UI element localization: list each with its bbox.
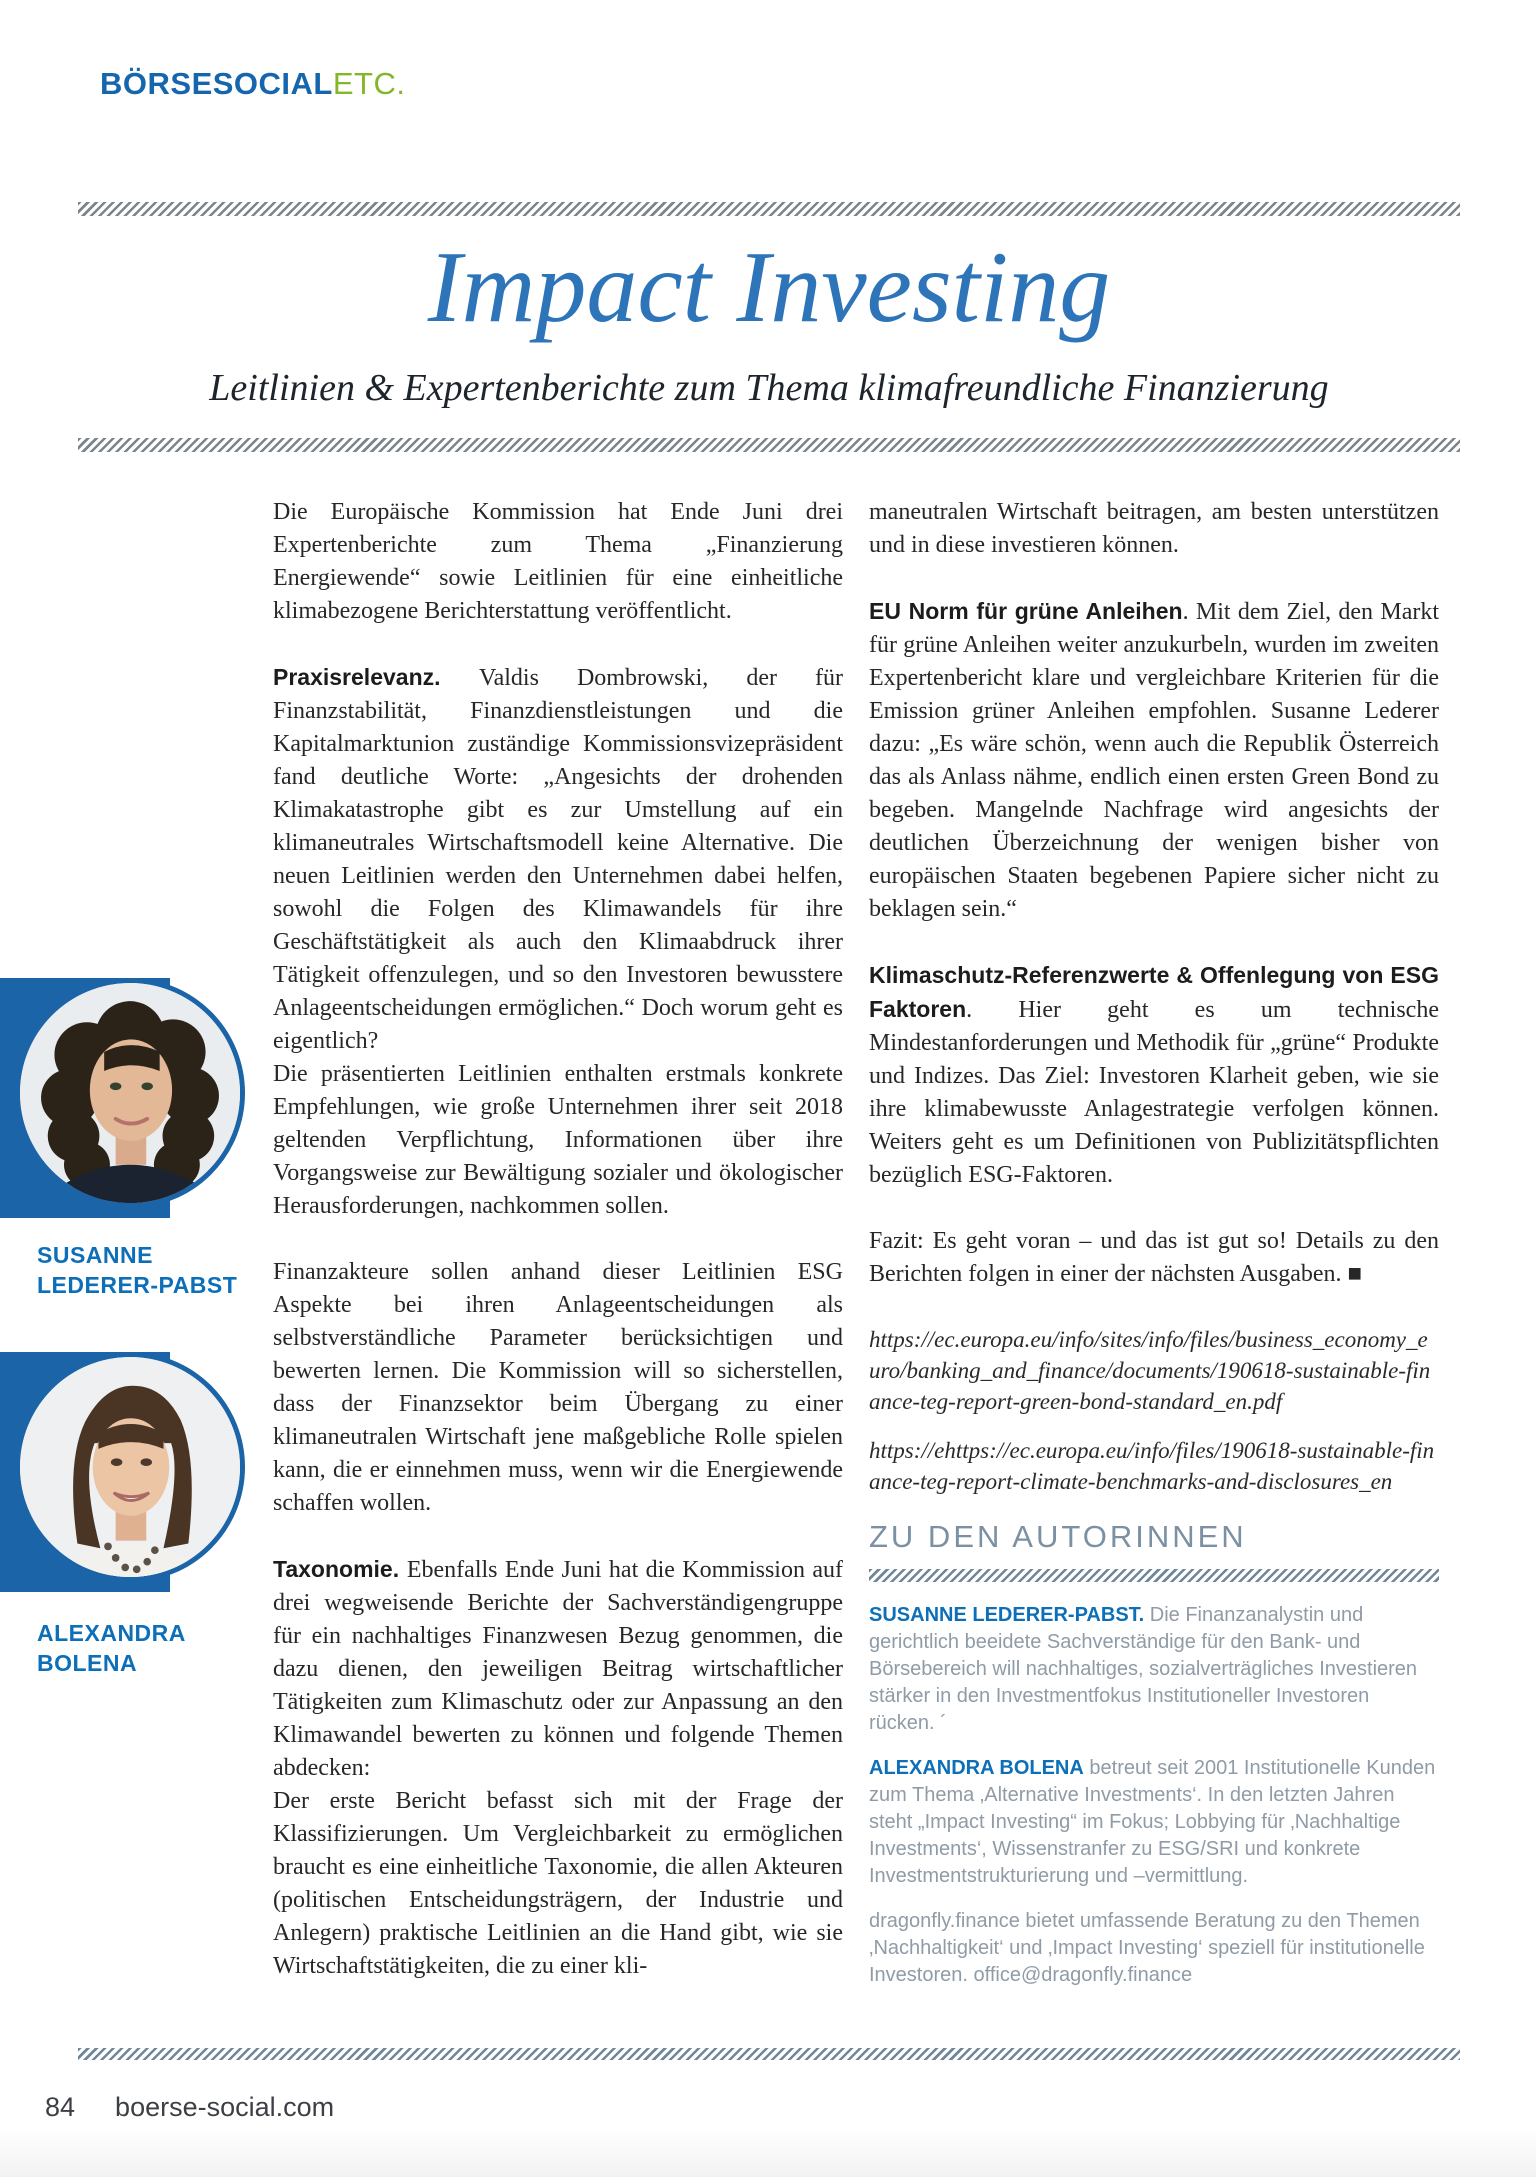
hatch-divider-footer	[78, 2048, 1460, 2060]
author-name-line: ALEXANDRA	[37, 1620, 186, 1646]
article-body	[273, 496, 1439, 2007]
hatch-divider-top	[78, 202, 1460, 216]
paragraph-text: Der erste Bericht befasst sich mit der Frage der Klassifizierungen. Um Vergleichbarkeit zu ermöglichen braucht es eine einheitliche Taxonomie, die allen Akteuren (politischen Entscheidungsträgern, der Industrie und Anlegern) praktische Leitlinien an die Hand gibt, wie sie Wirtschaftstätigkeiten, die zu einer kli-	[273, 1788, 843, 1979]
paragraph	[273, 1058, 843, 1223]
paragraph	[273, 1785, 843, 1983]
brand-primary: BÖRSESOCIAL	[100, 66, 333, 101]
paragraph-text: . Hier geht es um technische Mindestanforderungen und Methodik für „grüne“ Produkte und Indizes. Das Ziel: Investoren Klarheit geben, wie sie ihre klimabewusste Anlagestrategie verfolgen können. Weiters geht es um Definitionen von Publizitätspflichten bezüglich ESG-Faktoren.	[869, 997, 1439, 1188]
paragraph	[273, 1553, 843, 1785]
paragraph-text: Ebenfalls Ende Juni hat die Kommission auf drei wegweisende Berichte der Sachverständigengruppe für ein nachhaltiges Finanzwesen Bezug genommen, die dazu dienen, den jeweiligen Beitrag wirtschaftlicher Tätigkeiten zum Klimaschutz oder zur Anpassung an den Klimawandel bewerten zu können und folgende Themen abdecken:	[273, 1557, 843, 1781]
author-bios	[869, 1602, 1439, 1890]
author-name-alexandra	[37, 1618, 186, 1678]
paragraph-text: Fazit: Es geht voran – und das ist gut so! Details zu den Berichten folgen in einer der nächsten Ausgaben. ■	[869, 1228, 1439, 1287]
author-bio-text: Die Finanzanalystin und gerichtlich beeidete Sachverständige für den Bank- und Börsebereich will nachhaltiges, sozialverträgliches Investieren stärker in den Investmentfokus Institutioneller Investoren rücken. ´	[869, 1604, 1418, 1734]
author-name-line: SUSANNE	[37, 1242, 153, 1268]
article-column-right	[869, 496, 1439, 2007]
author-bio	[869, 1602, 1439, 1737]
article-column-left	[273, 496, 843, 1983]
paragraph	[869, 959, 1439, 1192]
paragraph	[869, 1225, 1439, 1291]
hatch-divider-subtitle	[78, 438, 1460, 452]
author-name-line: BOLENA	[37, 1650, 138, 1676]
author-bio-name: ALEXANDRA BOLENA	[869, 1757, 1084, 1779]
paragraph-lead: Praxisrelevanz.	[273, 664, 479, 690]
portrait-photo-alexandra	[15, 1352, 245, 1582]
paragraph-lead: Klimaschutz-Referenzwerte & Offenlegung von ESG Faktoren	[869, 962, 1439, 1022]
paragraph	[869, 595, 1439, 926]
paragraph-text: Valdis Dombrowski, der für Finanzstabilität, Finanzdienstleistungen und die Kapitalmarktunion zuständige Kommissionsvizepräsident fand deutliche Worte: „Angesichts der drohenden Klimakatastrophe gibt es zur Umstellung auf ein klimaneutrales Wirtschaftsmodell keine Alternative. Die neuen Leitlinien werden den Unternehmen dabei helfen, sowohl die Folgen des Klimawandels für ihre Geschäftstätigkeit als auch den Klimaabdruck ihrer Tätigkeit offenzulegen, und so den Investoren bewusstere Anlageentscheidungen ermöglichen.“ Doch worum geht es eigentlich?	[273, 665, 843, 1054]
paragraph	[273, 496, 843, 628]
paragraph-text: Die Europäische Kommission hat Ende Juni drei Expertenberichte zum Thema „Finanzierung Energiewende“ sowie Leitlinien für eine einheitliche klimabezogene Berichterstattung veröffentlicht.	[273, 499, 843, 624]
paragraph-text: Finanzakteure sollen anhand dieser Leitlinien ESG Aspekte bei ihren Anlageentscheidungen als selbstverständliche Parameter berücksichtigen und bewerten lernen. Die Kommission will so sicherstellen, dass der Finanzsektor beim Übergang zu einer klimaneutralen Wirtschaft jene maßgebliche Rolle spielen kann, die er einnehmen muss, wenn wir die Energiewende schaffen wollen.	[273, 1259, 843, 1516]
paragraph-text: maneutralen Wirtschaft beitragen, am besten unterstützen und in diese investieren können.	[869, 499, 1439, 558]
paragraph-lead: Taxonomie.	[273, 1556, 407, 1582]
paragraph	[273, 1256, 843, 1520]
author-bio-text: betreut seit 2001 Institutionelle Kunden zum Thema ‚Alternative Investments‘. In den letzten Jahren steht „Impact Investing“ im Fokus; Lobbying für ‚Nachhaltige Investments‘, Wissenstranfer zu ESG/SRI und konkrete Investmentstrukturierung und –vermittlung.	[869, 1757, 1436, 1887]
article-links	[869, 1324, 1439, 1497]
author-name-line: LEDERER-PABST	[37, 1272, 238, 1298]
page-title: Impact Investing	[427, 231, 1111, 344]
article-link: https://ehttps://ec.europa.eu/info/files/190618-sustainable-finance-teg-report-climate-benchmarks-and-disclosures_en	[869, 1438, 1435, 1494]
paragraph	[869, 496, 1439, 562]
brand-secondary: ETC.	[332, 66, 406, 101]
page-footer	[45, 2092, 334, 2123]
paragraph-text: . Mit dem Ziel, den Markt für grüne Anleihen weiter anzukurbeln, wurden im zweiten Expertenbericht klare und vergleichbare Kriterien für die Emission grüner Anleihen empfohlen. Susanne Lederer dazu: „Es wäre schön, wenn auch die Republik Österreich das als Anlass nähme, endlich einen ersten Green Bond zu begeben. Mangelnde Nachfrage wird angesichts der deutlichen Überzeichnung der wenigen bisher von europäischen Staaten begebenen Papiere sicher nicht zu beklagen sein.“	[869, 599, 1440, 922]
paragraph-text: Die präsentierten Leitlinien enthalten erstmals konkrete Empfehlungen, wie große Unternehmen ihrer seit 2018 geltenden Verpflichtung, Informationen über ihre Vorgangsweise zur Bewältigung sozialer und ökologischer Herausforderungen, nachkommen sollen.	[273, 1061, 843, 1219]
paragraph	[273, 661, 843, 1058]
paragraph-lead: EU Norm für grüne Anleihen	[869, 598, 1183, 624]
page-subtitle: Leitlinien & Expertenberichte zum Thema klimafreundliche Finanzierung	[209, 367, 1329, 409]
dragonfly-note: dragonfly.finance bietet umfassende Beratung zu den Themen ‚Nachhaltigkeit‘ und ‚Impact Investing‘ speziell für institutionelle Investoren. office@dragonfly.finance	[869, 1910, 1425, 1986]
page-number: 84	[45, 2092, 76, 2122]
portrait-illustration-alexandra	[20, 1357, 240, 1577]
masthead-logo	[100, 66, 405, 102]
article-link: https://ec.europa.eu/info/sites/info/files/business_economy_euro/banking_and_finance/documents/190618-sustainable-finance-teg-report-green-bond-standard_en.pdf	[869, 1327, 1431, 1414]
site-url: boerse-social.com	[115, 2092, 335, 2122]
author-name-susanne	[37, 1240, 237, 1300]
authors-heading: ZU DEN AUTORINNEN	[869, 1519, 1247, 1554]
right-paragraphs	[869, 496, 1439, 1291]
portrait-photo-susanne	[15, 978, 245, 1208]
author-bio-name: SUSANNE LEDERER-PABST.	[869, 1604, 1145, 1626]
portrait-illustration-susanne	[20, 983, 240, 1203]
author-bio	[869, 1755, 1439, 1890]
authors-divider	[869, 1569, 1439, 1582]
